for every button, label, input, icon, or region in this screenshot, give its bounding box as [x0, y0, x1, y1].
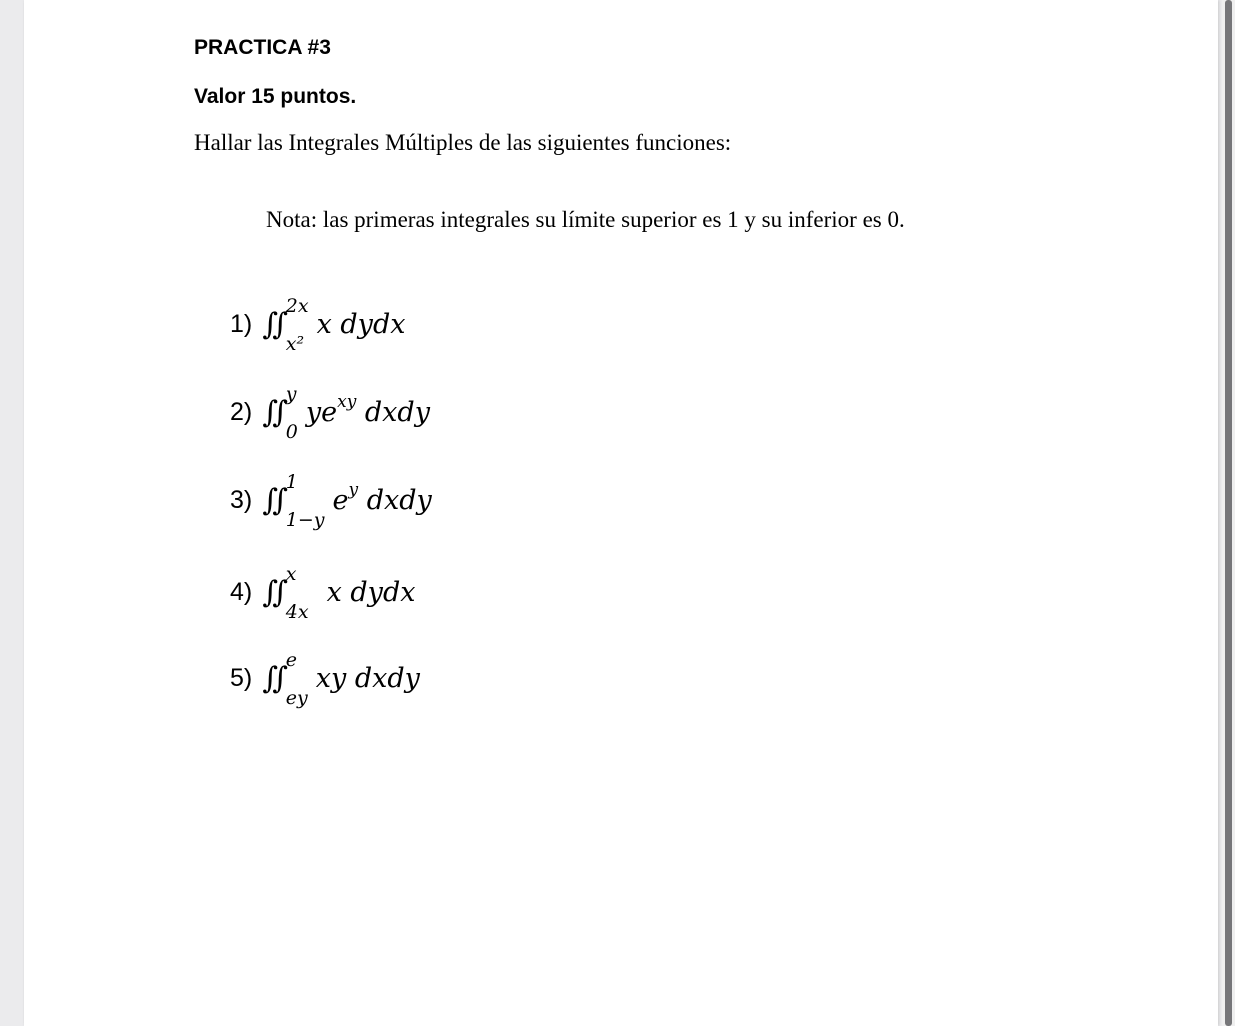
- lower-limit: 4x: [285, 601, 309, 623]
- integral-limits: [285, 649, 308, 709]
- upper-limit: e: [285, 649, 298, 671]
- integrand-text: x dydx: [316, 308, 406, 340]
- scrollbar-thumb[interactable]: [1225, 0, 1232, 1026]
- integrand-text: x dydx: [326, 576, 416, 608]
- integrand: [317, 309, 406, 340]
- integral-limits: [285, 383, 298, 443]
- note-text: Nota: las primeras integrales su límite superior es 1 y su inferior es 0.: [266, 207, 905, 232]
- problem-1: [230, 295, 406, 355]
- vertical-scrollbar[interactable]: [1222, 0, 1235, 1026]
- problem-number: 3): [230, 485, 253, 514]
- integrand-exponent: y: [348, 480, 359, 500]
- integrand: [316, 663, 420, 694]
- integrand-text: e: [332, 485, 349, 516]
- double-integral-sign: ∬: [262, 660, 280, 696]
- integrand-differentials: dxdy: [358, 485, 432, 516]
- integrand: [327, 577, 416, 608]
- instruction-text: Hallar las Integrales Múltiples de las siguientes funciones:: [194, 130, 732, 155]
- problem-number: 1): [230, 309, 253, 338]
- problem-4: [230, 563, 416, 623]
- problem-2: [230, 383, 430, 443]
- upper-limit: 2x: [285, 295, 309, 317]
- problem-5: [230, 649, 420, 709]
- lower-limit: ey: [285, 687, 308, 709]
- double-integral-sign: ∬: [262, 394, 280, 430]
- integrand-text: xy dxdy: [315, 662, 420, 694]
- integral-limits: [285, 295, 309, 355]
- integrand: [305, 392, 430, 428]
- integral-limits: [285, 471, 325, 531]
- upper-limit: x: [285, 563, 297, 585]
- integrand-differentials: dxdy: [356, 397, 430, 428]
- problem-number: 4): [230, 577, 253, 606]
- problem-3: [230, 471, 432, 531]
- double-integral-sign: ∬: [262, 482, 280, 518]
- integrand-text: ye: [305, 397, 338, 428]
- lower-limit: x²: [285, 333, 305, 355]
- integrand: [332, 480, 432, 516]
- problem-number: 2): [230, 397, 253, 426]
- double-integral-sign: ∬: [262, 306, 280, 342]
- problem-number: 5): [230, 663, 253, 692]
- page-title: PRACTICA #3: [194, 36, 331, 59]
- integral-limits: [285, 563, 309, 623]
- points-value: Valor 15 puntos.: [194, 85, 357, 108]
- upper-limit: y: [285, 383, 297, 405]
- integrand-exponent: xy: [337, 392, 357, 412]
- lower-limit: 1−y: [285, 509, 325, 531]
- double-integral-sign: ∬: [262, 574, 280, 610]
- lower-limit: 0: [285, 421, 298, 443]
- upper-limit: 1: [285, 471, 298, 493]
